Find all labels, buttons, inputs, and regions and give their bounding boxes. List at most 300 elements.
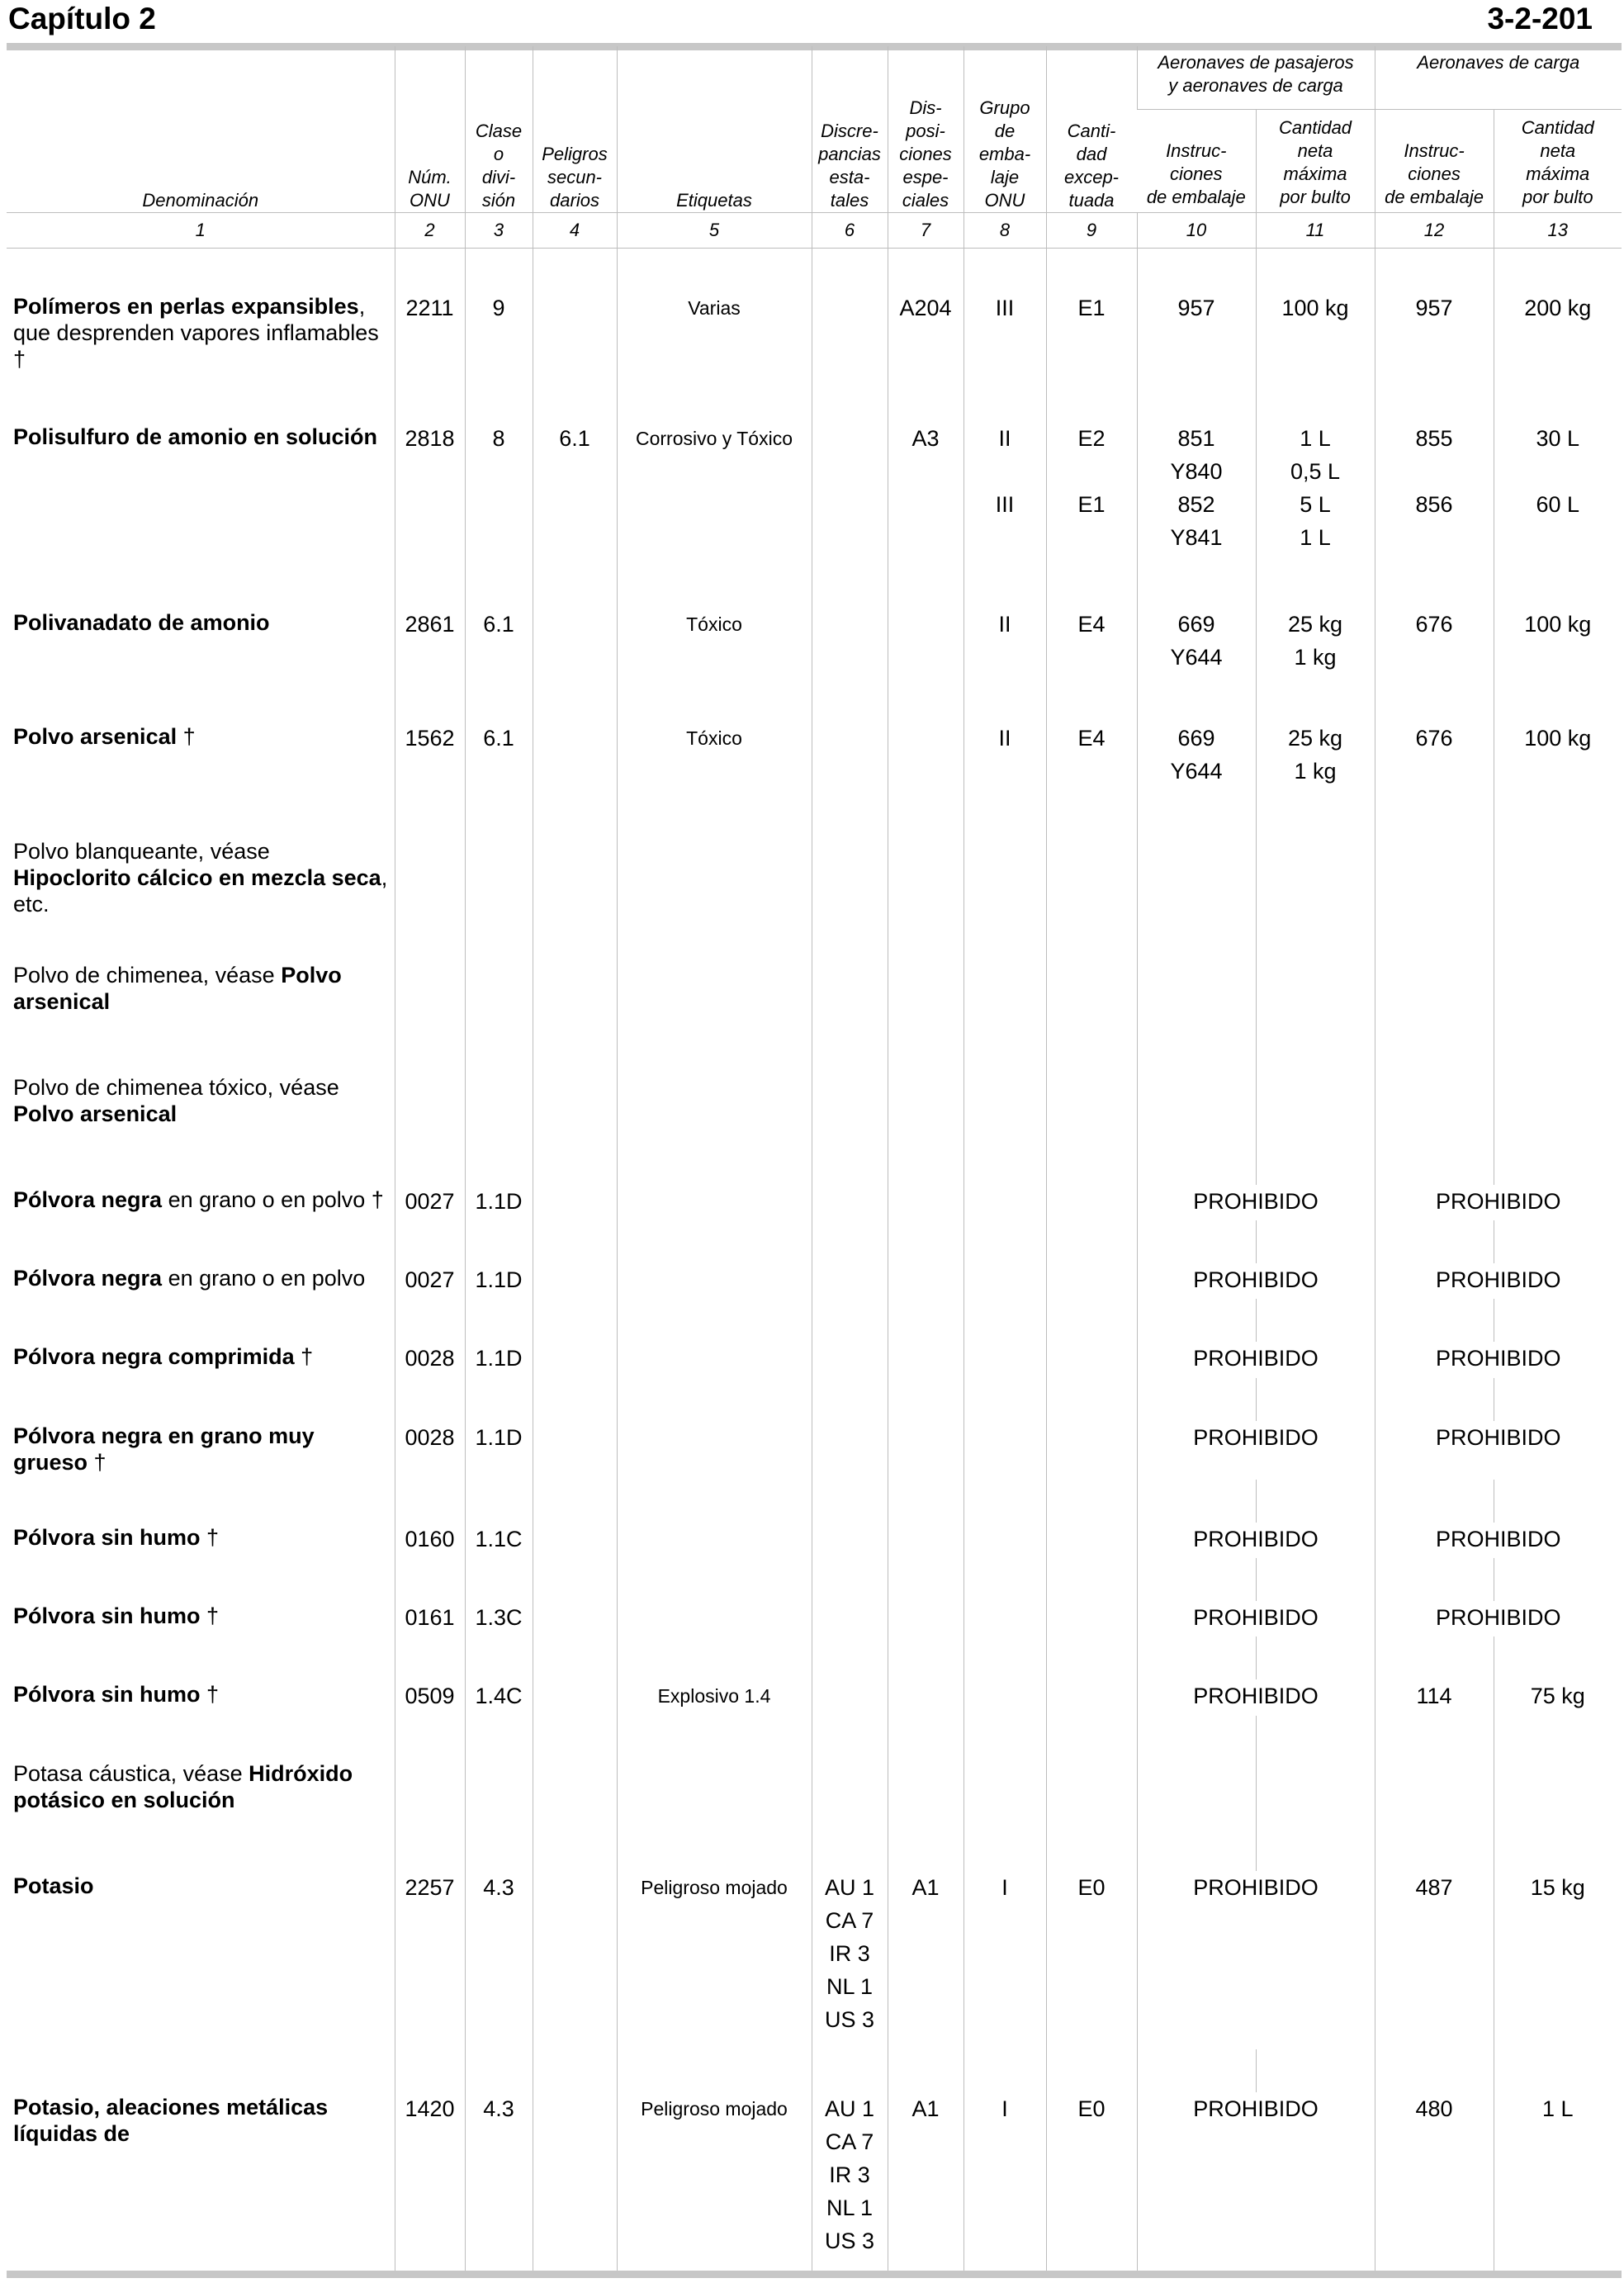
- packing-group-cell: [964, 1263, 1046, 1299]
- header-line: neta: [1540, 140, 1576, 161]
- passenger-instructions-cell-line: 669: [1177, 726, 1215, 751]
- passenger-prohibited-cell: PROHIBIDO: [1137, 2092, 1375, 2271]
- passenger-max-quantity-cell: [1256, 422, 1375, 565]
- denominacion-cell: [7, 1263, 395, 1299]
- spacer-row: [7, 1636, 1622, 1679]
- label-cell: Tóxico: [617, 608, 812, 679]
- packing-group-cell-line: [964, 455, 1046, 488]
- header-pasajeros-group: [1137, 46, 1375, 110]
- denominacion-bold: Pólvora sin humo: [13, 1524, 201, 1550]
- class-cell: 1.1C: [465, 1523, 533, 1558]
- denominacion-cell: [7, 2092, 395, 2271]
- denominacion-bold: Polímeros en perlas expansibles: [13, 294, 359, 319]
- excepted-quantity-cell: [1046, 1523, 1137, 1558]
- denominacion-bold: Pólvora negra: [13, 1186, 163, 1212]
- passenger-max-quantity-cell-line: 1 L: [1300, 425, 1331, 451]
- class-cell: 6.1: [465, 722, 533, 793]
- subsidiary-hazard-cell: [533, 608, 617, 679]
- spacer-row: [7, 1220, 1622, 1263]
- header-line: o: [493, 144, 504, 164]
- header-cargo-cantidad-neta: [1494, 110, 1622, 213]
- class-cell: 1.1D: [465, 1185, 533, 1220]
- state-variations-cell-line: AU 1: [824, 1874, 875, 1900]
- denominacion-bold: Potasio, aleaciones metálicas líquidas de: [13, 2094, 329, 2146]
- header-line: ciones: [899, 144, 952, 164]
- header-grupo: [964, 46, 1046, 213]
- header-line: Cantidad: [1278, 117, 1352, 138]
- header-line: ONU: [410, 190, 450, 211]
- header-pax-cantidad-neta: [1256, 110, 1375, 213]
- column-number: 12: [1375, 213, 1494, 249]
- passenger-max-quantity-cell-line: 100 kg: [1281, 296, 1349, 320]
- class-cell: 9: [465, 291, 533, 379]
- table-row: [7, 422, 1622, 565]
- passenger-prohibited-cell: PROHIBIDO: [1137, 1679, 1375, 1715]
- header-line: máxima: [1283, 163, 1347, 184]
- header-line: Dis-: [909, 97, 942, 118]
- table-row: [7, 291, 1622, 379]
- un-number-cell: 1420: [395, 2092, 465, 2271]
- subsidiary-hazard-cell: [533, 1523, 617, 1558]
- state-variations-cell: [812, 1679, 888, 1715]
- subsidiary-hazard-cell: [533, 2092, 617, 2271]
- denominacion-text: †: [294, 1344, 314, 1370]
- denominacion-text: †: [177, 724, 196, 750]
- column-number: 2: [395, 213, 465, 249]
- denominacion-bold: Potasio: [13, 1873, 94, 1898]
- label-cell: [617, 1421, 812, 1480]
- un-number-cell: 0028: [395, 1421, 465, 1480]
- label-cell: Tóxico: [617, 722, 812, 793]
- subsidiary-hazard-cell: [533, 291, 617, 379]
- subsidiary-hazard-cell: [533, 1601, 617, 1636]
- denominacion-bold: Polivanadato de amonio: [13, 609, 270, 635]
- denominacion-text: †: [200, 1603, 220, 1629]
- header-line: y aeronaves de carga: [1168, 75, 1343, 96]
- denominacion-bold: Pólvora negra: [13, 1266, 163, 1291]
- class-cell: 1.1D: [465, 1342, 533, 1377]
- excepted-quantity-cell: [1046, 422, 1137, 565]
- class-cell: 1.4C: [465, 1679, 533, 1715]
- cargo-prohibited-cell: PROHIBIDO: [1375, 1601, 1622, 1636]
- special-provisions-cell: [888, 1421, 964, 1480]
- excepted-quantity-cell: [1046, 1871, 1137, 2049]
- class-cell: 4.3: [465, 1871, 533, 2049]
- header-etiquetas: Etiquetas: [617, 46, 812, 213]
- header-peligros: [533, 46, 617, 213]
- denominacion-text: †: [200, 1682, 220, 1708]
- table-row: [7, 1679, 1622, 1715]
- header-line: tuada: [1068, 190, 1115, 211]
- spacer-row: [7, 1828, 1622, 1871]
- spacer-row: [7, 1558, 1622, 1601]
- packing-group-cell: [964, 422, 1046, 565]
- cross-reference-row: [7, 1759, 1622, 1828]
- class-cell: 8: [465, 422, 533, 565]
- denominacion-cell: [7, 608, 395, 679]
- header-cargo-instrucciones: [1375, 110, 1494, 213]
- spacer-row: [7, 679, 1622, 722]
- denominacion-text: †: [200, 1524, 220, 1550]
- excepted-quantity-cell-line: [1047, 455, 1137, 488]
- table-row: [7, 1421, 1622, 1480]
- chapter-title: Capítulo 2: [8, 2, 156, 36]
- excepted-quantity-cell: [1046, 2092, 1137, 2271]
- header-line: Instruc-: [1166, 140, 1227, 161]
- cargo-instructions-cell: 676: [1375, 608, 1494, 679]
- table-row: [7, 1185, 1622, 1220]
- spacer-row: [7, 249, 1622, 292]
- class-cell: 4.3: [465, 2092, 533, 2271]
- denominacion-text: , etc.: [13, 864, 388, 917]
- state-variations-cell-line: IR 3: [829, 1940, 870, 1966]
- column-number: 4: [533, 213, 617, 249]
- passenger-instructions-cell-line: 957: [1177, 296, 1215, 320]
- denominacion-cell: [7, 1185, 395, 1220]
- state-variations-cell-line: NL 1: [826, 2195, 874, 2220]
- column-number: 8: [964, 213, 1046, 249]
- column-number: 7: [888, 213, 964, 249]
- un-number-cell: 2818: [395, 422, 465, 565]
- special-provisions-cell: [888, 1523, 964, 1558]
- state-variations-cell-line: CA 7: [825, 2129, 874, 2154]
- state-variations-cell: [812, 1421, 888, 1480]
- table-row: [7, 1871, 1622, 2049]
- denominacion-cell: [7, 1759, 395, 1828]
- column-number: 13: [1494, 213, 1622, 249]
- spacer-row: [7, 793, 1622, 836]
- denominacion-bold: Pólvora sin humo: [13, 1603, 201, 1629]
- state-variations-cell: [812, 422, 888, 565]
- page-number: 3-2-201: [1487, 2, 1593, 36]
- cargo-max-quantity-cell-line: 30 L: [1536, 425, 1580, 451]
- special-provisions-cell: [888, 722, 964, 793]
- state-variations-cell: [812, 608, 888, 679]
- passenger-max-quantity-cell-line: 5 L: [1300, 491, 1331, 517]
- passenger-max-quantity-cell-line: 25 kg: [1287, 611, 1343, 637]
- packing-group-cell: [964, 1601, 1046, 1636]
- special-provisions-cell: [888, 608, 964, 679]
- header-line: Discre-: [821, 121, 878, 141]
- subsidiary-hazard-cell: [533, 1871, 617, 2049]
- cargo-instructions-cell-line: [1375, 521, 1494, 554]
- subsidiary-hazard-cell: [533, 1185, 617, 1220]
- excepted-quantity-cell: [1046, 1185, 1137, 1220]
- denominacion-cell: [7, 1601, 395, 1636]
- excepted-quantity-cell-line: E1: [1077, 296, 1106, 320]
- header-clase: [465, 46, 533, 213]
- header-line: de embalaje: [1146, 187, 1246, 207]
- spacer-row: [7, 1716, 1622, 1759]
- class-cell: 1.1D: [465, 1421, 533, 1480]
- spacer-row: [7, 2049, 1622, 2092]
- passenger-prohibited-cell: PROHIBIDO: [1137, 1421, 1375, 1480]
- passenger-prohibited-cell: PROHIBIDO: [1137, 1185, 1375, 1220]
- state-variations-cell: [812, 722, 888, 793]
- header-line: esta-: [829, 167, 870, 187]
- passenger-prohibited-cell: PROHIBIDO: [1137, 1871, 1375, 2049]
- label-cell: [617, 1601, 812, 1636]
- table-row: [7, 1263, 1622, 1299]
- table-row: [7, 1601, 1622, 1636]
- excepted-quantity-cell: [1046, 1421, 1137, 1480]
- denominacion-cell: [7, 1073, 395, 1142]
- header-line: excep-: [1063, 167, 1120, 187]
- cargo-max-quantity-cell-line: [1494, 521, 1622, 554]
- label-cell: Explosivo 1.4: [617, 1679, 812, 1715]
- state-variations-cell: [812, 291, 888, 379]
- packing-group-cell-line: I: [1001, 2096, 1008, 2121]
- header-disposiciones: [888, 46, 964, 213]
- state-variations-cell: [812, 1342, 888, 1377]
- denominacion-cell: [7, 1421, 395, 1480]
- special-provisions-cell: [888, 1601, 964, 1636]
- cargo-max-quantity-cell: 200 kg: [1494, 291, 1622, 379]
- header-line: divi-: [481, 167, 516, 187]
- passenger-max-quantity-cell-line: 1 kg: [1294, 644, 1337, 670]
- header-line: Núm.: [408, 167, 452, 187]
- special-provisions-cell: [888, 1185, 964, 1220]
- un-number-cell: 0160: [395, 1523, 465, 1558]
- passenger-max-quantity-cell-line: 0,5 L: [1290, 458, 1341, 484]
- cross-reference-row: [7, 836, 1622, 917]
- passenger-prohibited-cell: PROHIBIDO: [1137, 1342, 1375, 1377]
- column-number: 9: [1046, 213, 1137, 249]
- state-variations-cell-line: NL 1: [826, 1973, 874, 1999]
- table-row: [7, 1523, 1622, 1558]
- passenger-instructions-cell: [1137, 422, 1256, 565]
- header-line: ciales: [902, 190, 949, 211]
- special-provisions-cell: A1: [888, 1871, 964, 2049]
- spacer-row: [7, 565, 1622, 608]
- un-number-cell: 0028: [395, 1342, 465, 1377]
- state-variations-cell: [812, 1871, 888, 2049]
- special-provisions-cell: [888, 1342, 964, 1377]
- excepted-quantity-cell: [1046, 291, 1137, 379]
- spacer-row: [7, 1030, 1622, 1073]
- page-header: [7, 0, 1617, 43]
- header-line: de embalaje: [1385, 187, 1484, 207]
- table-row: [7, 1342, 1622, 1377]
- class-cell: 6.1: [465, 608, 533, 679]
- cargo-instructions-cell: 480: [1375, 2092, 1494, 2271]
- header-line: máxima: [1526, 163, 1590, 184]
- header-line: secun-: [547, 167, 603, 187]
- subsidiary-hazard-cell: 6.1: [533, 422, 617, 565]
- header-cantidad: [1046, 46, 1137, 213]
- header-pax-instrucciones: [1137, 110, 1256, 213]
- denominacion-cell: [7, 960, 395, 1030]
- passenger-max-quantity-cell-line: 1 L: [1300, 524, 1331, 550]
- denominacion-cell: [7, 1523, 395, 1558]
- header-line: Grupo: [979, 97, 1030, 118]
- cargo-max-quantity-cell: [1494, 422, 1622, 565]
- packing-group-cell: [964, 608, 1046, 679]
- excepted-quantity-cell-line: E1: [1077, 491, 1106, 517]
- header-line: tales: [830, 190, 869, 211]
- column-numbers-row: [7, 213, 1622, 249]
- header-line: ciones: [1169, 163, 1223, 184]
- passenger-max-quantity-cell: [1256, 608, 1375, 679]
- class-cell: 1.3C: [465, 1601, 533, 1636]
- excepted-quantity-cell-line: E4: [1077, 726, 1106, 751]
- passenger-instructions-cell: [1137, 608, 1256, 679]
- state-variations-cell: [812, 1601, 888, 1636]
- denominacion-text: , que desprenden vapores inflamables †: [13, 294, 379, 372]
- column-number: 11: [1256, 213, 1375, 249]
- subsidiary-hazard-cell: [533, 1342, 617, 1377]
- state-variations-cell-line: US 3: [824, 2228, 875, 2253]
- denominacion-bold: Polisulfuro de amonio en solución: [13, 424, 378, 449]
- subsidiary-hazard-cell: [533, 1679, 617, 1715]
- dangerous-goods-table: [7, 46, 1622, 2271]
- header-line: de: [994, 121, 1016, 141]
- denominacion-text: en grano o en polvo †: [162, 1186, 384, 1212]
- excepted-quantity-cell-line: E0: [1077, 1874, 1106, 1900]
- label-cell: Varias: [617, 291, 812, 379]
- header-line: Clase: [475, 121, 523, 141]
- header-line: laje: [990, 167, 1020, 187]
- special-provisions-cell: A3: [888, 422, 964, 565]
- packing-group-cell: [964, 1421, 1046, 1480]
- cargo-instructions-cell: [1375, 422, 1494, 565]
- excepted-quantity-cell-line: E2: [1077, 425, 1106, 451]
- denominacion-cell: [7, 1342, 395, 1377]
- label-cell: Peligroso mojado: [617, 1871, 812, 2049]
- spacer-row: [7, 1299, 1622, 1342]
- state-variations-cell-line: CA 7: [825, 1907, 874, 1933]
- packing-group-cell: [964, 291, 1046, 379]
- excepted-quantity-cell: [1046, 1601, 1137, 1636]
- cargo-prohibited-cell: PROHIBIDO: [1375, 1263, 1622, 1299]
- un-number-cell: 2211: [395, 291, 465, 379]
- label-cell: [617, 1263, 812, 1299]
- passenger-prohibited-cell: PROHIBIDO: [1137, 1601, 1375, 1636]
- cargo-prohibited-cell: PROHIBIDO: [1375, 1523, 1622, 1558]
- passenger-max-quantity-cell: [1256, 722, 1375, 793]
- passenger-instructions-cell-line: Y841: [1170, 524, 1223, 550]
- cargo-instructions-cell: 487: [1375, 1871, 1494, 2049]
- header-line: dad: [1076, 144, 1107, 164]
- passenger-instructions-cell-line: 851: [1177, 425, 1215, 451]
- cargo-max-quantity-cell: 100 kg: [1494, 608, 1622, 679]
- column-number: 6: [812, 213, 888, 249]
- cargo-max-quantity-cell: 100 kg: [1494, 722, 1622, 793]
- denominacion-cell: [7, 722, 395, 793]
- denominacion-text: Polvo de chimenea tóxico, véase: [13, 1074, 339, 1100]
- denominacion-cell: [7, 1871, 395, 2049]
- cargo-instructions-cell: 676: [1375, 722, 1494, 793]
- state-variations-cell: [812, 1185, 888, 1220]
- header-line: sión: [481, 190, 516, 211]
- cargo-instructions-cell-line: [1375, 455, 1494, 488]
- denominacion-text: Polvo blanqueante, véase: [13, 838, 270, 864]
- packing-group-cell: [964, 2092, 1046, 2271]
- excepted-quantity-cell-line: E0: [1077, 2096, 1106, 2121]
- cargo-max-quantity-cell-line: [1494, 455, 1622, 488]
- header-num-onu: [395, 46, 465, 213]
- column-number: 1: [7, 213, 395, 249]
- passenger-instructions-cell-line: Y644: [1170, 644, 1223, 670]
- excepted-quantity-cell-line: E4: [1077, 611, 1106, 637]
- label-cell: [617, 1342, 812, 1377]
- passenger-instructions-cell: [1137, 291, 1256, 379]
- column-number: 5: [617, 213, 812, 249]
- header-denominacion: Denominación: [142, 190, 259, 211]
- packing-group-cell-line: [964, 521, 1046, 554]
- state-variations-cell: [812, 1523, 888, 1558]
- passenger-max-quantity-cell-line: 25 kg: [1287, 726, 1343, 751]
- cargo-max-quantity-cell-line: 60 L: [1536, 491, 1580, 517]
- packing-group-cell-line: II: [998, 726, 1011, 751]
- state-variations-cell-line: US 3: [824, 2006, 875, 2032]
- un-number-cell: 0027: [395, 1263, 465, 1299]
- denominacion-bold: Polvo arsenical: [13, 1101, 178, 1126]
- denominacion-cell: [7, 836, 395, 917]
- bottom-rule: [7, 2271, 1622, 2278]
- passenger-instructions-cell-line: Y644: [1170, 759, 1223, 784]
- excepted-quantity-cell: [1046, 1679, 1137, 1715]
- denominacion-bold: Pólvora negra comprimida: [13, 1344, 295, 1370]
- denominacion-cell: [7, 422, 395, 565]
- subsidiary-hazard-cell: [533, 722, 617, 793]
- header-line: pancias: [818, 144, 881, 164]
- denominacion-bold: Polvo arsenical: [13, 724, 178, 750]
- un-number-cell: 2861: [395, 608, 465, 679]
- denominacion-text: †: [88, 1449, 107, 1475]
- denominacion-text: Polvo de chimenea, véase: [13, 962, 282, 988]
- state-variations-cell-line: IR 3: [829, 2162, 870, 2187]
- cargo-prohibited-cell: PROHIBIDO: [1375, 1185, 1622, 1220]
- special-provisions-cell: [888, 1263, 964, 1299]
- denominacion-cell: [7, 291, 395, 379]
- packing-group-cell: [964, 1523, 1046, 1558]
- header-line: emba-: [978, 144, 1031, 164]
- header-line: por bulto: [1522, 187, 1593, 207]
- class-cell: 1.1D: [465, 1263, 533, 1299]
- header-carga-group: Aeronaves de carga: [1375, 46, 1622, 110]
- spacer-row: [7, 379, 1622, 422]
- packing-group-cell-line: III: [995, 491, 1015, 517]
- denominacion-bold: Pólvora sin humo: [13, 1682, 201, 1708]
- cross-reference-row: [7, 1073, 1622, 1142]
- table-row: [7, 608, 1622, 679]
- label-cell: Peligroso mojado: [617, 2092, 812, 2271]
- table-header: [7, 46, 1622, 249]
- excepted-quantity-cell: [1046, 608, 1137, 679]
- un-number-cell: 1562: [395, 722, 465, 793]
- excepted-quantity-cell: [1046, 722, 1137, 793]
- header-discrepancias: [812, 46, 888, 213]
- denominacion-text: en grano o en polvo: [162, 1266, 366, 1291]
- label-cell: Corrosivo y Tóxico: [617, 422, 812, 565]
- passenger-instructions-cell-line: 669: [1177, 611, 1215, 637]
- header-line: Canti-: [1067, 121, 1116, 141]
- packing-group-cell: [964, 1342, 1046, 1377]
- special-provisions-cell: A204: [888, 291, 964, 379]
- un-number-cell: 0161: [395, 1601, 465, 1636]
- packing-group-cell: [964, 1679, 1046, 1715]
- cargo-max-quantity-cell: 15 kg: [1494, 1871, 1622, 2049]
- excepted-quantity-cell-line: [1047, 521, 1137, 554]
- packing-group-cell: [964, 1185, 1046, 1220]
- cargo-max-quantity-cell: 75 kg: [1494, 1679, 1622, 1715]
- spacer-row: [7, 1480, 1622, 1523]
- subsidiary-hazard-cell: [533, 1421, 617, 1480]
- cargo-prohibited-cell: PROHIBIDO: [1375, 1342, 1622, 1377]
- header-line: Instruc-: [1404, 140, 1465, 161]
- spacer-row: [7, 1142, 1622, 1185]
